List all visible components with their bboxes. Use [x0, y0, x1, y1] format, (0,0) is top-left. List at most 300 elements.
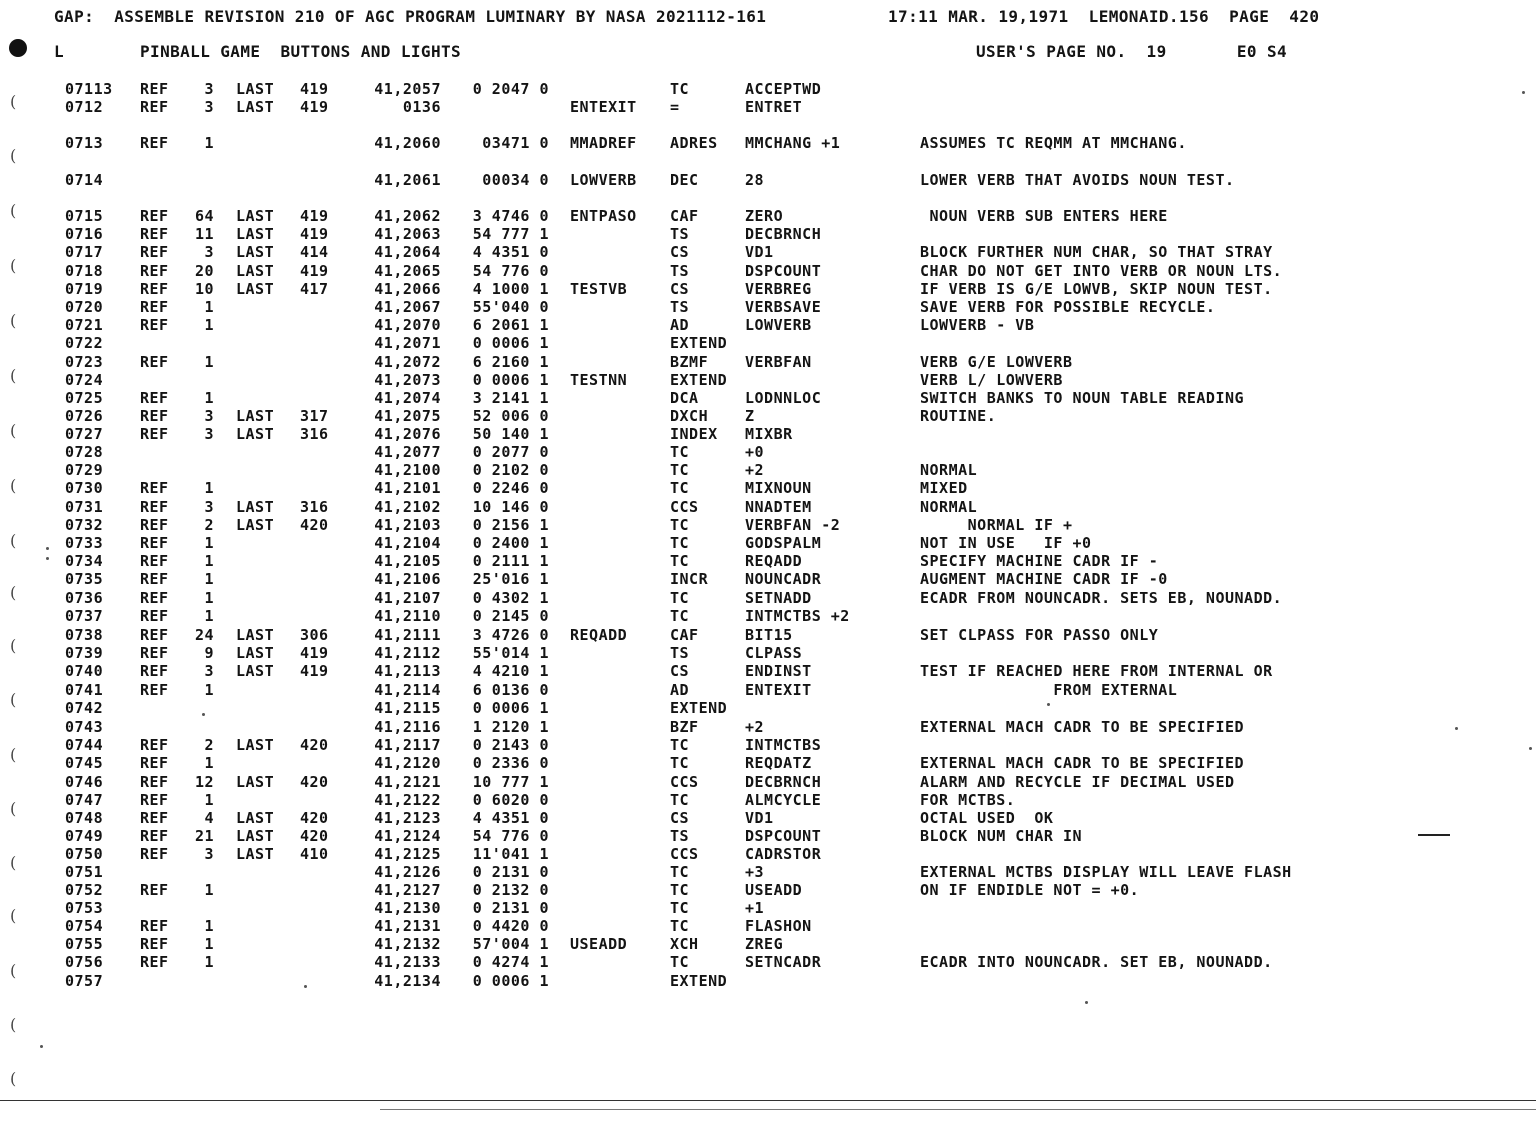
ref-tag: REF	[140, 134, 169, 152]
address: 41,2133	[374, 953, 441, 971]
octal-code: 3 4726 0	[472, 626, 549, 644]
line-number: 0745	[65, 754, 104, 772]
octal-code: 0 2145 0	[472, 607, 549, 625]
operand: 28	[745, 171, 765, 189]
comment: ON IF ENDIDLE NOT = +0.	[920, 881, 1140, 899]
line-number: 0737	[65, 607, 104, 625]
margin-mark: (	[10, 745, 17, 764]
section-title: PINBALL GAME BUTTONS AND LIGHTS	[140, 42, 462, 61]
line-number: 0746	[65, 773, 104, 791]
line-number: 0715	[65, 207, 104, 225]
address: 41,2106	[374, 570, 441, 588]
operand: ZREG	[745, 935, 784, 953]
margin-mark: (	[10, 201, 17, 220]
last-page: 420	[300, 736, 329, 754]
opcode: EXTEND	[670, 371, 728, 389]
opcode: TS	[670, 827, 690, 845]
octal-code: 52 006 0	[472, 407, 549, 425]
octal-code: 1 2120 1	[472, 718, 549, 736]
address: 41,2064	[374, 243, 441, 261]
opcode: TC	[670, 953, 690, 971]
operand: CLPASS	[745, 644, 803, 662]
opcode: DEC	[670, 171, 699, 189]
operand: FLASHON	[745, 917, 812, 935]
opcode: =	[670, 98, 680, 116]
octal-code: 3 2141 1	[472, 389, 549, 407]
comment: NORMAL	[920, 461, 978, 479]
opcode: TC	[670, 589, 690, 607]
ref-count: 9	[204, 644, 214, 662]
line-number: 0720	[65, 298, 104, 316]
octal-code: 4 4210 1	[472, 662, 549, 680]
ref-count: 1	[204, 353, 214, 371]
ref-count: 3	[204, 243, 214, 261]
address: 0136	[402, 98, 441, 116]
speck	[46, 547, 49, 550]
address: 41,2127	[374, 881, 441, 899]
opcode: CAF	[670, 207, 699, 225]
comment: SWITCH BANKS TO NOUN TABLE READING	[920, 389, 1245, 407]
address: 41,2100	[374, 461, 441, 479]
line-number: 0732	[65, 516, 104, 534]
margin-mark: (	[10, 1069, 17, 1088]
margin-mark: (	[10, 799, 17, 818]
ref-count: 1	[204, 570, 214, 588]
users-page-number: USER'S PAGE NO. 19 E0 S4	[976, 42, 1288, 61]
last-tag: LAST	[236, 262, 275, 280]
octal-code: 03471 0	[482, 134, 549, 152]
ref-count: 2	[204, 516, 214, 534]
opcode: TC	[670, 863, 690, 881]
operand: ENDINST	[745, 662, 812, 680]
ref-count: 10	[194, 280, 214, 298]
octal-code: 0 2077 0	[472, 443, 549, 461]
last-tag: LAST	[236, 736, 275, 754]
ref-tag: REF	[140, 917, 169, 935]
line-number: 0716	[65, 225, 104, 243]
address: 41,2074	[374, 389, 441, 407]
address: 41,2061	[374, 171, 441, 189]
ref-count: 1	[204, 607, 214, 625]
address: 41,2131	[374, 917, 441, 935]
line-number: 0738	[65, 626, 104, 644]
address: 41,2072	[374, 353, 441, 371]
ref-count: 1	[204, 534, 214, 552]
margin-mark: (	[10, 961, 17, 980]
octal-code: 0 0006 1	[472, 972, 549, 990]
last-page: 419	[300, 662, 329, 680]
ref-tag: REF	[140, 280, 169, 298]
address: 41,2134	[374, 972, 441, 990]
ref-tag: REF	[140, 262, 169, 280]
speck	[1522, 91, 1525, 94]
opcode: TS	[670, 225, 690, 243]
line-number: 0752	[65, 881, 104, 899]
ref-tag: REF	[140, 589, 169, 607]
symbol-label: LOWVERB	[570, 171, 637, 189]
last-tag: LAST	[236, 773, 275, 791]
margin-mark: (	[10, 476, 17, 495]
address: 41,2075	[374, 407, 441, 425]
operand: REQDATZ	[745, 754, 812, 772]
comment: CHAR DO NOT GET INTO VERB OR NOUN LTS.	[920, 262, 1283, 280]
octal-code: 54 777 1	[472, 225, 549, 243]
ref-count: 12	[194, 773, 214, 791]
opcode: TC	[670, 80, 690, 98]
opcode: INCR	[670, 570, 709, 588]
line-number: 0719	[65, 280, 104, 298]
comment: NOT IN USE IF +0	[920, 534, 1092, 552]
comment: LOWER VERB THAT AVOIDS NOUN TEST.	[920, 171, 1235, 189]
last-page: 419	[300, 80, 329, 98]
last-tag: LAST	[236, 845, 275, 863]
header-mark: L	[54, 42, 65, 61]
operand: NOUNCADR	[745, 570, 822, 588]
comment: MIXED	[920, 479, 968, 497]
last-tag: LAST	[236, 407, 275, 425]
address: 41,2071	[374, 334, 441, 352]
octal-code: 0 4420 0	[472, 917, 549, 935]
ref-count: 1	[204, 791, 214, 809]
comment: TEST IF REACHED HERE FROM INTERNAL OR	[920, 662, 1273, 680]
address: 41,2117	[374, 736, 441, 754]
ref-tag: REF	[140, 773, 169, 791]
margin-mark: (	[10, 146, 17, 165]
operand: GODSPALM	[745, 534, 822, 552]
line-number: 0730	[65, 479, 104, 497]
opcode: TC	[670, 534, 690, 552]
last-page: 420	[300, 827, 329, 845]
line-number: 0736	[65, 589, 104, 607]
octal-code: 57'004 1	[472, 935, 549, 953]
octal-code: 54 776 0	[472, 262, 549, 280]
address: 41,2111	[374, 626, 441, 644]
comment: ECADR INTO NOUNCADR. SET EB, NOUNADD.	[920, 953, 1273, 971]
line-number: 0756	[65, 953, 104, 971]
ref-count: 3	[204, 80, 214, 98]
ref-tag: REF	[140, 626, 169, 644]
margin-mark: (	[10, 853, 17, 872]
ref-tag: REF	[140, 516, 169, 534]
last-tag: LAST	[236, 98, 275, 116]
ref-count: 2	[204, 736, 214, 754]
operand: ZERO	[745, 207, 784, 225]
opcode: TS	[670, 644, 690, 662]
opcode: CCS	[670, 845, 699, 863]
operand: LOWVERB	[745, 316, 812, 334]
opcode: CAF	[670, 626, 699, 644]
ref-tag: REF	[140, 791, 169, 809]
symbol-label: TESTVB	[570, 280, 628, 298]
octal-code: 0 2156 1	[472, 516, 549, 534]
last-page: 414	[300, 243, 329, 261]
comment: FOR MCTBS.	[920, 791, 1016, 809]
ref-tag: REF	[140, 407, 169, 425]
operand: SETNADD	[745, 589, 812, 607]
margin-mark: (	[10, 92, 17, 111]
line-number: 0744	[65, 736, 104, 754]
octal-code: 6 2061 1	[472, 316, 549, 334]
address: 41,2114	[374, 681, 441, 699]
address: 41,2065	[374, 262, 441, 280]
opcode: TC	[670, 791, 690, 809]
operand: INTMCTBS	[745, 736, 822, 754]
margin-mark: (	[10, 531, 17, 550]
opcode: CS	[670, 662, 690, 680]
octal-code: 0 0006 1	[472, 334, 549, 352]
address: 41,2130	[374, 899, 441, 917]
opcode: XCH	[670, 935, 699, 953]
last-tag: LAST	[236, 243, 275, 261]
opcode: EXTEND	[670, 972, 728, 990]
operand: NNADTEM	[745, 498, 812, 516]
line-number: 0729	[65, 461, 104, 479]
ref-count: 1	[204, 917, 214, 935]
address: 41,2104	[374, 534, 441, 552]
opcode: ADRES	[670, 134, 718, 152]
line-number: 0743	[65, 718, 104, 736]
ref-count: 1	[204, 681, 214, 699]
last-tag: LAST	[236, 644, 275, 662]
last-tag: LAST	[236, 827, 275, 845]
ref-count: 21	[194, 827, 214, 845]
comment: EXTERNAL MACH CADR TO BE SPECIFIED	[920, 754, 1245, 772]
octal-code: 00034 0	[482, 171, 549, 189]
ref-tag: REF	[140, 552, 169, 570]
line-number: 0748	[65, 809, 104, 827]
octal-code: 10 146 0	[472, 498, 549, 516]
last-tag: LAST	[236, 225, 275, 243]
operand: CADRSTOR	[745, 845, 822, 863]
octal-code: 0 2131 0	[472, 863, 549, 881]
ref-tag: REF	[140, 80, 169, 98]
ref-tag: REF	[140, 534, 169, 552]
ref-count: 1	[204, 754, 214, 772]
line-number: 0717	[65, 243, 104, 261]
comment: ASSUMES TC REQMM AT MMCHANG.	[920, 134, 1187, 152]
operand: VERBFAN	[745, 353, 812, 371]
opcode: TC	[670, 552, 690, 570]
ref-count: 4	[204, 809, 214, 827]
ref-tag: REF	[140, 754, 169, 772]
margin-mark: (	[10, 421, 17, 440]
speck	[46, 557, 49, 560]
operand: +0	[745, 443, 765, 461]
opcode: CCS	[670, 498, 699, 516]
line-number: 0741	[65, 681, 104, 699]
line-number: 0726	[65, 407, 104, 425]
address: 41,2102	[374, 498, 441, 516]
line-number: 0733	[65, 534, 104, 552]
ref-tag: REF	[140, 736, 169, 754]
ref-count: 20	[194, 262, 214, 280]
opcode: TC	[670, 917, 690, 935]
address: 41,2107	[374, 589, 441, 607]
operand: VD1	[745, 243, 774, 261]
line-number: 0734	[65, 552, 104, 570]
operand: DECBRNCH	[745, 773, 822, 791]
octal-code: 0 2111 1	[472, 552, 549, 570]
line-number: 0754	[65, 917, 104, 935]
octal-code: 4 4351 0	[472, 809, 549, 827]
line-number: 0739	[65, 644, 104, 662]
speck	[304, 985, 307, 988]
address: 41,2060	[374, 134, 441, 152]
opcode: TC	[670, 881, 690, 899]
octal-code: 6 2160 1	[472, 353, 549, 371]
margin-mark: (	[10, 906, 17, 925]
last-tag: LAST	[236, 809, 275, 827]
ref-tag: REF	[140, 298, 169, 316]
comment: LOWVERB - VB	[920, 316, 1035, 334]
line-number: 0740	[65, 662, 104, 680]
ref-count: 1	[204, 389, 214, 407]
address: 41,2066	[374, 280, 441, 298]
operand: USEADD	[745, 881, 803, 899]
comment: EXTERNAL MCTBS DISPLAY WILL LEAVE FLASH	[920, 863, 1292, 881]
comment: SET CLPASS FOR PASSO ONLY	[920, 626, 1159, 644]
line-number: 0712	[65, 98, 104, 116]
header-title: GAP: ASSEMBLE REVISION 210 OF AGC PROGRAM LUMINARY BY NASA 2021112-161	[54, 7, 767, 26]
ref-tag: REF	[140, 225, 169, 243]
last-page: 420	[300, 516, 329, 534]
ref-tag: REF	[140, 681, 169, 699]
speck	[1085, 1001, 1088, 1004]
operand: INTMCTBS +2	[745, 607, 850, 625]
margin-mark: (	[10, 256, 17, 275]
last-page: 410	[300, 845, 329, 863]
address: 41,2123	[374, 809, 441, 827]
address: 41,2132	[374, 935, 441, 953]
address: 41,2122	[374, 791, 441, 809]
ref-tag: REF	[140, 881, 169, 899]
octal-code: 0 2132 0	[472, 881, 549, 899]
last-tag: LAST	[236, 498, 275, 516]
line-number: 0749	[65, 827, 104, 845]
address: 41,2073	[374, 371, 441, 389]
speck	[1455, 727, 1458, 730]
line-number: 0747	[65, 791, 104, 809]
opcode: AD	[670, 681, 690, 699]
opcode: EXTEND	[670, 699, 728, 717]
opcode: TC	[670, 516, 690, 534]
last-tag: LAST	[236, 425, 275, 443]
octal-code: 50 140 1	[472, 425, 549, 443]
last-page: 419	[300, 262, 329, 280]
operand: Z	[745, 407, 755, 425]
operand: ACCEPTWD	[745, 80, 822, 98]
ref-count: 3	[204, 98, 214, 116]
speck	[1529, 747, 1532, 750]
opcode: DXCH	[670, 407, 709, 425]
line-number: 0722	[65, 334, 104, 352]
ref-count: 1	[204, 953, 214, 971]
operand: +2	[745, 461, 765, 479]
octal-code: 0 2246 0	[472, 479, 549, 497]
margin-mark: (	[10, 583, 17, 602]
last-page: 316	[300, 425, 329, 443]
ref-tag: REF	[140, 353, 169, 371]
line-number: 0755	[65, 935, 104, 953]
octal-code: 0 4274 1	[472, 953, 549, 971]
line-number: 0725	[65, 389, 104, 407]
margin-mark: (	[10, 690, 17, 709]
margin-mark: (	[10, 636, 17, 655]
operand: VERBSAVE	[745, 298, 822, 316]
ref-count: 3	[204, 662, 214, 680]
ref-count: 64	[194, 207, 214, 225]
comment: FROM EXTERNAL	[920, 681, 1178, 699]
ref-count: 11	[194, 225, 214, 243]
ref-count: 24	[194, 626, 214, 644]
last-page: 419	[300, 207, 329, 225]
operand: BIT15	[745, 626, 793, 644]
comment: ROUTINE.	[920, 407, 997, 425]
octal-code: 11'041 1	[472, 845, 549, 863]
ref-tag: REF	[140, 498, 169, 516]
ref-count: 3	[204, 498, 214, 516]
margin-mark: (	[10, 366, 17, 385]
address: 41,2124	[374, 827, 441, 845]
opcode: CCS	[670, 773, 699, 791]
comment: ALARM AND RECYCLE IF DECIMAL USED	[920, 773, 1235, 791]
address: 41,2110	[374, 607, 441, 625]
operand: +1	[745, 899, 765, 917]
operand: DSPCOUNT	[745, 827, 822, 845]
opcode: TC	[670, 607, 690, 625]
operand: VD1	[745, 809, 774, 827]
comment: VERB G/E LOWVERB	[920, 353, 1073, 371]
octal-code: 0 2131 0	[472, 899, 549, 917]
comment: SAVE VERB FOR POSSIBLE RECYCLE.	[920, 298, 1216, 316]
symbol-label: MMADREF	[570, 134, 637, 152]
last-page: 419	[300, 225, 329, 243]
line-number: 07113	[65, 80, 113, 98]
ref-tag: REF	[140, 316, 169, 334]
octal-code: 0 0006 1	[472, 371, 549, 389]
address: 41,2126	[374, 863, 441, 881]
ref-tag: REF	[140, 827, 169, 845]
last-tag: LAST	[236, 80, 275, 98]
operand: DECBRNCH	[745, 225, 822, 243]
ref-count: 1	[204, 552, 214, 570]
speck	[40, 1045, 43, 1048]
ref-count: 1	[204, 316, 214, 334]
opcode: EXTEND	[670, 334, 728, 352]
operand: VERBREG	[745, 280, 812, 298]
octal-code: 0 2143 0	[472, 736, 549, 754]
last-page: 420	[300, 773, 329, 791]
comment: NOUN VERB SUB ENTERS HERE	[920, 207, 1168, 225]
opcode: TC	[670, 899, 690, 917]
address: 41,2057	[374, 80, 441, 98]
ref-tag: REF	[140, 953, 169, 971]
ref-tag: REF	[140, 425, 169, 443]
last-tag: LAST	[236, 662, 275, 680]
margin-mark: (	[10, 311, 17, 330]
octal-code: 3 4746 0	[472, 207, 549, 225]
opcode: CS	[670, 243, 690, 261]
symbol-label: ENTPASO	[570, 207, 637, 225]
comment: OCTAL USED OK	[920, 809, 1054, 827]
header-timestamp-page: 17:11 MAR. 19,1971 LEMONAID.156 PAGE 420	[888, 7, 1320, 26]
address: 41,2103	[374, 516, 441, 534]
line-number: 0757	[65, 972, 104, 990]
octal-code: 0 2336 0	[472, 754, 549, 772]
line-number: 0724	[65, 371, 104, 389]
address: 41,2070	[374, 316, 441, 334]
address: 41,2113	[374, 662, 441, 680]
